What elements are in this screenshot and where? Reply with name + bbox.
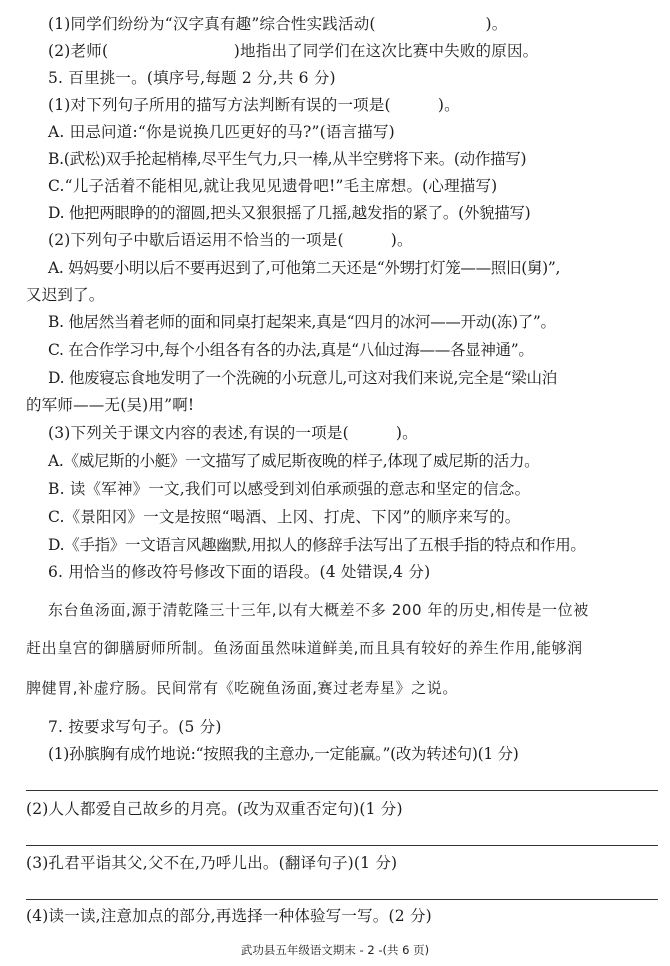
q5-3-option-c: C.《景阳冈》一文是按照“喝酒、上冈、打虎、下冈”的顺序来写的。 (48, 508, 521, 526)
q5-1-stem: (1)对下列句子所用的描写方法判断有误的一项是( )。 (48, 96, 460, 114)
q5-3-option-a: A.《威尼斯的小艇》一文描写了威尼斯夜晚的样子,体现了威尼斯的活力。 (48, 452, 540, 470)
q5-2-option-d-cont: 的军师——无(吴)用”啊! (26, 396, 195, 414)
q5-1-option-c: C.“儿子活着不能相见,就让我见见遗骨吧!”毛主席想。(心理描写) (48, 177, 498, 195)
passage-line-2: 赶出皇宫的御膳厨师所制。鱼汤面虽然味道鲜美,而且具有较好的养生作用,能够润 (26, 639, 583, 657)
q5-2-option-d: D. 他废寝忘食地发明了一个洗碗的小玩意儿,可这对我们来说,完全是“梁山泊 (48, 369, 557, 387)
q5-2-option-a-cont: 又迟到了。 (26, 286, 105, 304)
answer-line-3[interactable] (26, 899, 658, 900)
q5-1-option-b: B.(武松)双手抡起梢棒,尽平生气力,只一棒,从半空劈将下来。(动作描写) (48, 150, 527, 168)
q6-heading: 6. 用恰当的修改符号修改下面的语段。(4 处错误,4 分) (48, 563, 431, 581)
answer-line-2[interactable] (26, 845, 658, 846)
passage-line-3: 脾健胃,补虚疗肠。民间常有《吃碗鱼汤面,赛过老寿星》之说。 (26, 679, 458, 697)
q5-1-option-a: A. 田忌问道:“你是说换几匹更好的马?”(语言描写) (48, 123, 395, 141)
q5-2-option-a: A. 妈妈要小明以后不要再迟到了,可他第二天还是“外甥打灯笼——照旧(舅)”, (48, 259, 561, 277)
q5-3-option-d: D.《手指》一文语言风趣幽默,用拟人的修辞手法写出了五根手指的特点和作用。 (48, 536, 586, 554)
q5-3-option-b: B. 读《军神》一文,我们可以感受到刘伯承顽强的意志和坚定的信念。 (48, 480, 531, 498)
q7-2-stem: (2)人人都爱自己故乡的月亮。(改为双重否定句)(1 分) (26, 800, 403, 818)
q7-heading: 7. 按要求写句子。(5 分) (48, 718, 222, 736)
q7-3-stem: (3)孔君平诣其父,父不在,乃呼儿出。(翻译句子)(1 分) (26, 854, 398, 872)
q5-2-stem: (2)下列句子中歇后语运用不恰当的一项是( )。 (48, 231, 413, 249)
q5-2-option-b: B. 他居然当着老师的面和同桌打起架来,真是“四月的冰河——开动(冻)了”。 (48, 313, 556, 331)
q4-item-2: (2)老师( )地指出了同学们在这次比赛中失败的原因。 (48, 42, 539, 60)
passage-line-1: 东台鱼汤面,源于清乾隆三十三年,以有大概差不多 200 年的历史,相传是一位被 (48, 601, 589, 619)
q7-4-stem: (4)读一读,注意加点的部分,再选择一种体验写一写。(2 分) (26, 907, 432, 925)
q5-1-option-d: D. 他把两眼睁的的溜圆,把头又狠狠摇了几摇,越发指的紧了。(外貌描写) (48, 204, 531, 222)
q5-3-stem: (3)下列关于课文内容的表述,有误的一项是( )。 (48, 424, 418, 442)
q5-2-option-c: C. 在合作学习中,每个小组各有各的办法,真是“八仙过海——各显神通”。 (48, 341, 534, 359)
q4-item-1: (1)同学们纷纷为“汉字真有趣”综合性实践活动( )。 (48, 15, 508, 33)
q7-1-stem: (1)孙膑胸有成竹地说:“按照我的主意办,一定能赢。”(改为转述句)(1 分) (48, 745, 519, 763)
answer-line-1[interactable] (26, 790, 658, 791)
page-footer: 武功县五年级语文期末 - 2 -(共 6 页) (240, 943, 430, 957)
q5-heading: 5. 百里挑一。(填序号,每题 2 分,共 6 分) (48, 69, 336, 87)
